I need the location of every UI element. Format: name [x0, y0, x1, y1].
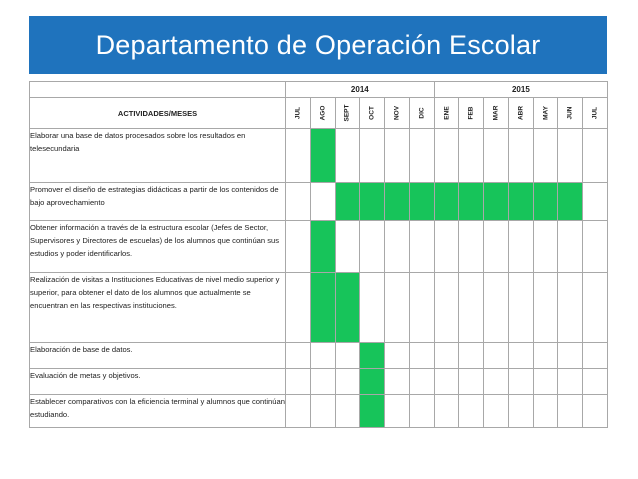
schedule-cell [335, 221, 360, 273]
schedule-cell [409, 273, 434, 343]
activity-description: Realización de visitas a Instituciones Educativas de nivel medio superior y superior, para obtener el dato de los alumnos que actualmente se encuentran en las respectivas instituciones. [30, 273, 286, 343]
schedule-cell [409, 343, 434, 369]
schedule-cell [583, 221, 608, 273]
schedule-cell [459, 273, 484, 343]
schedule-cell-active [409, 183, 434, 221]
page-title-banner [29, 16, 607, 74]
month-header [409, 98, 434, 129]
year-header-spacer [30, 82, 286, 98]
schedule-cell [508, 221, 533, 273]
schedule-cell [360, 221, 385, 273]
schedule-cell [385, 221, 410, 273]
schedule-cell [508, 369, 533, 395]
schedule-cell [459, 129, 484, 183]
schedule-cell [310, 183, 335, 221]
schedule-cell [558, 369, 583, 395]
year-header: 2015 [434, 82, 607, 98]
schedule-cell [484, 395, 509, 428]
page-title: Departamento de Operación Escolar [95, 29, 541, 60]
schedule-cell [286, 343, 311, 369]
schedule-cell [459, 343, 484, 369]
activity-row [30, 129, 608, 183]
month-label: SEPT [343, 104, 351, 122]
schedule-cell [558, 273, 583, 343]
schedule-cell [286, 369, 311, 395]
month-label: MAY [542, 106, 550, 120]
schedule-cell [459, 395, 484, 428]
schedule-cell [286, 395, 311, 428]
schedule-cell [335, 343, 360, 369]
schedule-cell [533, 343, 558, 369]
activity-description: Elaborar una base de datos procesados sobre los resultados en telesecundaria [30, 129, 286, 183]
schedule-cell [286, 183, 311, 221]
schedule-cell [484, 369, 509, 395]
activity-row [30, 369, 608, 395]
schedule-cell [508, 343, 533, 369]
schedule-cell [360, 273, 385, 343]
activity-row [30, 273, 608, 343]
month-header [434, 98, 459, 129]
schedule-cell [508, 273, 533, 343]
schedule-cell [286, 221, 311, 273]
schedule-cell [459, 369, 484, 395]
month-header [508, 98, 533, 129]
schedule-cell [409, 369, 434, 395]
gantt-table [29, 81, 608, 428]
schedule-cell [385, 343, 410, 369]
schedule-cell-active [360, 369, 385, 395]
schedule-cell-active [508, 183, 533, 221]
schedule-cell-active [360, 343, 385, 369]
schedule-cell [583, 183, 608, 221]
schedule-cell [385, 395, 410, 428]
month-header [558, 98, 583, 129]
schedule-cell [484, 221, 509, 273]
schedule-cell [335, 395, 360, 428]
month-label: ABR [517, 105, 525, 121]
schedule-cell-active [533, 183, 558, 221]
month-label: AGO [319, 105, 327, 121]
activity-description: Promover el diseño de estrategias didácticas a partir de los contenidos de bajo aprovechamiento [30, 183, 286, 221]
activity-description: Elaboración de base de datos. [30, 343, 286, 369]
schedule-cell [310, 369, 335, 395]
schedule-cell [484, 273, 509, 343]
schedule-cell [360, 129, 385, 183]
schedule-cell [409, 395, 434, 428]
month-label: JUN [566, 106, 574, 120]
month-label: NOV [393, 105, 401, 121]
schedule-cell [583, 273, 608, 343]
schedule-cell [533, 129, 558, 183]
schedule-cell-active [310, 129, 335, 183]
schedule-cell [434, 369, 459, 395]
month-header [335, 98, 360, 129]
activity-row [30, 221, 608, 273]
schedule-cell [533, 221, 558, 273]
month-header [533, 98, 558, 129]
schedule-cell [558, 343, 583, 369]
schedule-cell [558, 395, 583, 428]
month-label: OCT [368, 106, 376, 120]
year-header: 2014 [286, 82, 435, 98]
year-header-row [30, 82, 608, 98]
schedule-cell [484, 343, 509, 369]
schedule-cell-active [360, 183, 385, 221]
activity-row [30, 183, 608, 221]
schedule-cell [583, 369, 608, 395]
month-label: FEB [467, 106, 475, 120]
schedule-cell [558, 221, 583, 273]
schedule-cell [409, 129, 434, 183]
schedule-cell [385, 369, 410, 395]
schedule-cell-active [434, 183, 459, 221]
schedule-cell [533, 395, 558, 428]
month-label: JUL [294, 106, 302, 120]
schedule-cell-active [310, 273, 335, 343]
month-label: DIC [418, 107, 426, 119]
schedule-cell [533, 273, 558, 343]
month-header [310, 98, 335, 129]
schedule-cell [583, 343, 608, 369]
schedule-cell [286, 273, 311, 343]
schedule-cell [508, 129, 533, 183]
schedule-cell-active [335, 273, 360, 343]
schedule-cell [335, 369, 360, 395]
schedule-cell [409, 221, 434, 273]
schedule-cell [533, 369, 558, 395]
schedule-cell-active [335, 183, 360, 221]
activity-row [30, 343, 608, 369]
schedule-cell [434, 221, 459, 273]
schedule-cell-active [484, 183, 509, 221]
schedule-cell [583, 129, 608, 183]
activity-row [30, 395, 608, 428]
schedule-cell [335, 129, 360, 183]
schedule-cell [385, 129, 410, 183]
schedule-cell-active [459, 183, 484, 221]
schedule-cell [286, 129, 311, 183]
activity-description: Evaluación de metas y objetivos. [30, 369, 286, 395]
month-header-row [30, 98, 608, 129]
schedule-cell [434, 273, 459, 343]
schedule-cell [310, 343, 335, 369]
schedule-cell [508, 395, 533, 428]
month-label: MAR [492, 105, 500, 121]
schedule-cell [310, 395, 335, 428]
month-header [385, 98, 410, 129]
schedule-cell-active [360, 395, 385, 428]
schedule-cell-active [310, 221, 335, 273]
schedule-cell [434, 395, 459, 428]
month-header [583, 98, 608, 129]
activity-description: Establecer comparativos con la eficiencia terminal y alumnos que continúan estudiando. [30, 395, 286, 428]
month-label: ENE [443, 106, 451, 120]
schedule-cell [558, 129, 583, 183]
schedule-cell [484, 129, 509, 183]
schedule-cell [434, 343, 459, 369]
activities-header: ACTIVIDADES/MESES [30, 98, 286, 129]
schedule-cell [459, 221, 484, 273]
month-header [360, 98, 385, 129]
month-header [459, 98, 484, 129]
month-header [484, 98, 509, 129]
schedule-cell [385, 273, 410, 343]
month-header [286, 98, 311, 129]
schedule-cell-active [558, 183, 583, 221]
schedule-cell [434, 129, 459, 183]
schedule-cell [583, 395, 608, 428]
schedule-cell-active [385, 183, 410, 221]
month-label: JUL [591, 106, 599, 120]
activity-description: Obtener información a través de la estructura escolar (Jefes de Sector, Supervisores y Directores de escuelas) de los alumnos que continúan sus estudios y poder identificarlos. [30, 221, 286, 273]
